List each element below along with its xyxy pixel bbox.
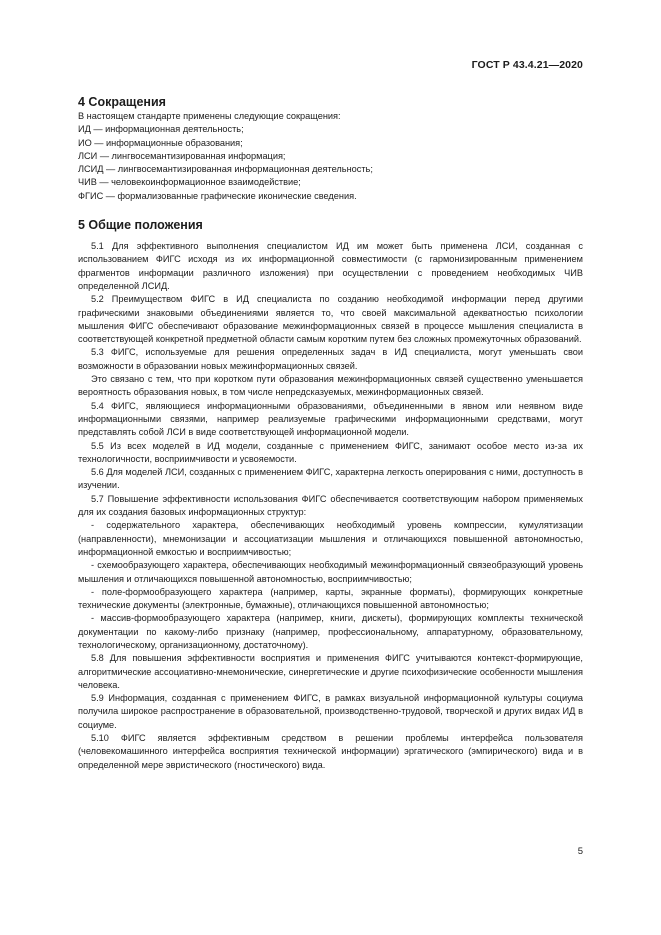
abbreviations-intro: В настоящем стандарте применены следующие сокращения:: [78, 111, 341, 121]
list-item-array-form: - массив-формообразующего характера (например, книги, дискеты), формирующих комплекты технической документации по какому-либо признаку (например, профессиональному, аппаратурному, образовательному, технологическому, организационному, достаточному).: [78, 613, 583, 650]
paragraph-5-2: 5.2 Преимуществом ФИГС в ИД специалиста по созданию необходимой информации перед другими графическими знаковыми объединениями является то, что своей максимальной адекватностью психологии мышления ФИГС обеспечивают образование межинформационных связей в процессе мышления специалиста в соответствующей конкретной предметной области самым коротким путем без сложных промежуточных образований.: [78, 294, 583, 345]
paragraph-5-5: 5.5 Из всех моделей в ИД модели, созданные с применением ФИГС, занимают особое место из-за их технологичности, восприимчивости и усвояемости.: [78, 440, 583, 464]
abbreviation-item: ИО — информационные образования;: [78, 137, 243, 148]
abbreviation-item: ИД — информационная деятельность;: [78, 124, 244, 135]
section-abbreviations: [78, 94, 583, 203]
section-5-body: [78, 240, 583, 772]
paragraph-5-3: 5.3 ФИГС, используемые для решения определенных задач в ИД специалиста, могут уменьшать свои возможности в образовании новых межинформационных связей.: [78, 347, 583, 371]
list-item-schema: - схемообразующего характера, обеспечивающих необходимый межинформационный связеобразующий уровень мышления и отличающихся повышенной автономностью, восприимчивостью;: [78, 560, 583, 584]
section-4-title: 4 Сокращения: [78, 95, 166, 109]
document-code: ГОСТ Р 43.4.21—2020: [471, 59, 583, 71]
page-content: [78, 94, 583, 772]
paragraph-5-1: 5.1 Для эффективного выполнения специалистом ИД им может быть применена ЛСИ, созданная с использованием ФИГС исходя из их информационной совместимости (с гармонизированным применением фрагментов информации различного изложения) при осуществлении с проведением необходимых ЧИВ определенной ЛСИД.: [78, 241, 583, 291]
section-general-provisions: [78, 217, 583, 772]
paragraph-5-4: 5.4 ФИГС, являющиеся информационными образованиями, объединенными в явном или неявном виде информационными связями, например реализуемые графическими информационными средствами, могут представлять собой ЛСИ в виде соответствующей информационной модели.: [78, 400, 583, 438]
paragraph-5-6: 5.6 Для моделей ЛСИ, созданных с применением ФИГС, характерна легкость оперирования с ними, доступность в изучении.: [78, 467, 584, 491]
paragraph-5-7: 5.7 Повышение эффективности использования ФИГС обеспечивается соответствующим набором применяемых для их создания базовых информационных структур:: [78, 493, 583, 518]
abbreviation-item: ЧИВ — человекоинформационное взаимодействие;: [78, 177, 301, 188]
abbreviation-item: ЛСИД — лингвосемантизированная информационная деятельность;: [78, 164, 373, 175]
section-5-title: 5 Общие положения: [78, 218, 203, 233]
list-item-content: - содержательного характера, обеспечивающих необходимый уровень компрессии, кумулятизации (направленности), мнемонизации и ассоциатизации мышления и отличающихся повышенной автономностью, информационной емкостью и восприимчивостью;: [78, 520, 583, 557]
list-item-field-form: - поле-формообразующего характера (например, карты, экранные форматы), формирующих конкретные технические документы (электронные, бумажные), отличающихся повышенной автономностью;: [78, 586, 583, 611]
paragraph-5-8: 5.8 Для повышения эффективности восприятия и применения ФИГС учитываются контекст-формирующие, алгоритмические ассоциативно-мнемонические, синергетические и другие психофизические особенности мышления человека.: [78, 653, 583, 690]
abbreviation-item: ЛСИ — лингвосемантизированная информация;: [78, 150, 286, 161]
paragraph-5-3-cont: Это связано с тем, что при коротком пути образования межинформационных связей существенно уменьшается вероятность образования новых, в том числе непредсказуемых, межинформационных связей.: [78, 374, 583, 398]
abbreviation-item: ФГИС — формализованные графические иконические сведения.: [78, 190, 357, 201]
page-number: 5: [577, 846, 583, 857]
paragraph-5-10: 5.10 ФИГС является эффективным средством в решении проблемы интерфейса пользователя (человекомашинного интерфейса восприятия технической информации) эргатического (эмпирического) вида и в определенной мере эвристического (гностического) вида.: [78, 733, 583, 770]
paragraph-5-9: 5.9 Информация, созданная с применением ФИГС, в рамках визуальной информационной культуры социума получила широкое распространение в образовательной, производственно-трудовой, творческой и других видах ИД в социуме.: [78, 693, 583, 730]
